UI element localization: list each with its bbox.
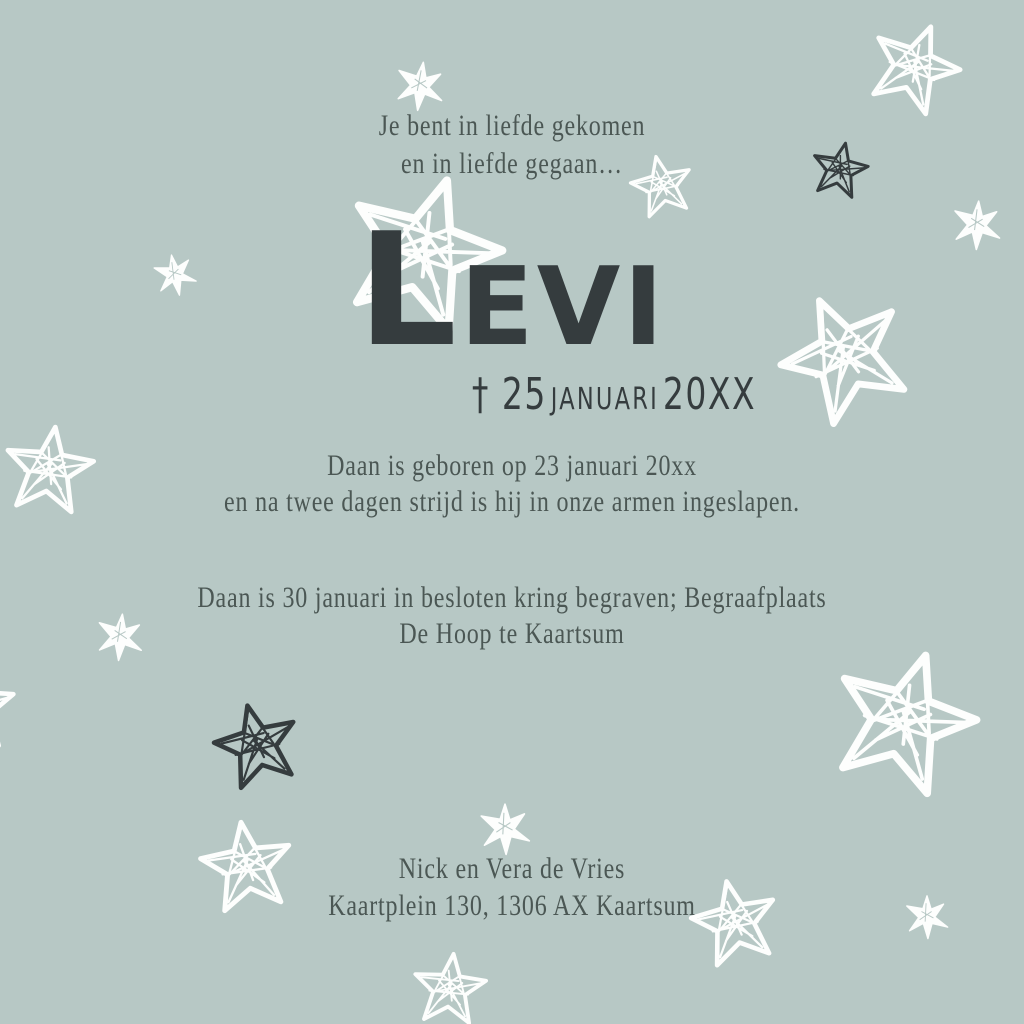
- sketch-star-icon: [407, 945, 493, 1024]
- death-date-day: † 25: [471, 369, 547, 420]
- opening-line-2: en in liefde gegaan…: [401, 147, 623, 180]
- birth-passing-text: [102, 448, 921, 520]
- solid-star-icon: [478, 802, 532, 856]
- address-line: Kaartplein 130, 1306 AX Kaartsum: [328, 889, 696, 922]
- funeral-line-1: Daan is 30 januari in besloten kring begraven; Begraafplaats: [197, 581, 827, 614]
- child-name: LEVI: [357, 199, 667, 381]
- parents-names: Nick en Vera de Vries: [398, 852, 626, 885]
- opening-verse: [102, 107, 921, 183]
- birth-passing-line-2: en na twee dagen strijd is hij in onze armen ingeslapen.: [224, 485, 800, 518]
- family-address: [102, 850, 921, 924]
- death-date-month: JANUARI: [550, 382, 660, 417]
- birth-passing-line-1: Daan is geboren op 23 januari 20xx: [327, 449, 697, 482]
- funeral-text: [102, 580, 921, 652]
- sketch-star-icon: [0, 661, 18, 753]
- death-date: [307, 371, 922, 428]
- opening-line-1: Je bent in liefde gekomen: [378, 109, 646, 142]
- sketch-star-icon: [202, 689, 311, 798]
- death-date-year: 20XX: [662, 369, 757, 420]
- sketch-star-icon: [0, 415, 103, 522]
- funeral-line-2: De Hoop te Kaartsum: [399, 617, 625, 650]
